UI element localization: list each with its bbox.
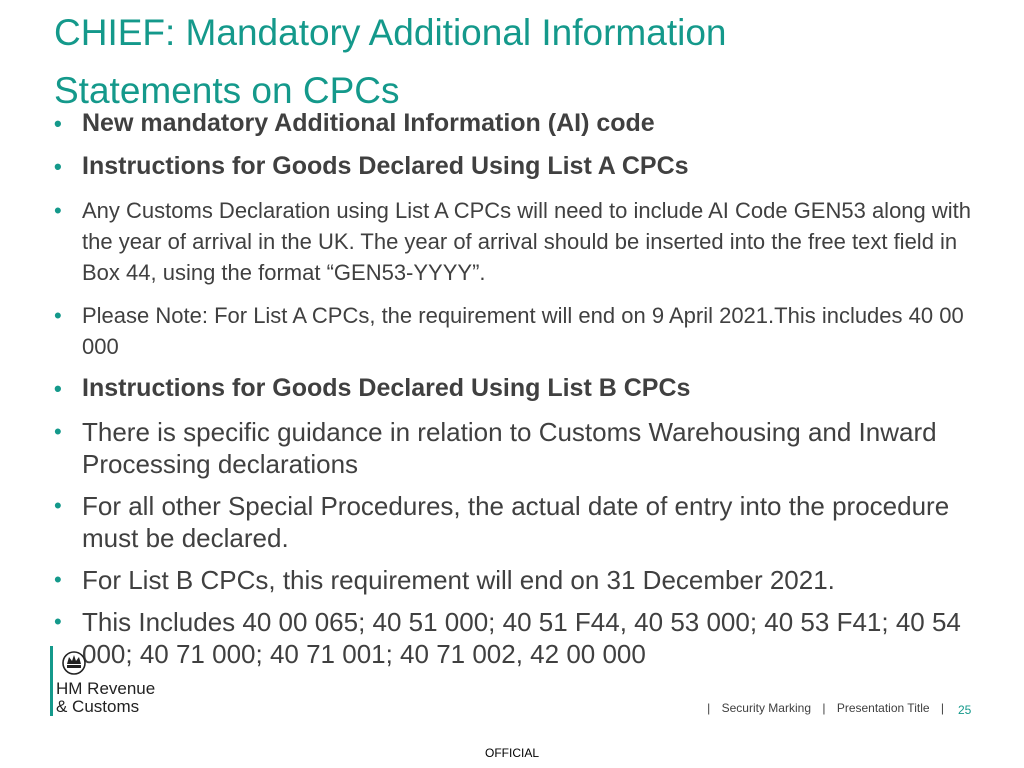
bullet-text: Instructions for Goods Declared Using List A CPCs [82,152,689,180]
bullet-text: There is specific guidance in relation to Customs Warehousing and Inward Processing declarations [82,417,937,479]
footer-meta [707,701,944,715]
logo-wordmark [56,680,155,716]
bullet-dot-icon: • [54,493,62,518]
slide-title [54,4,994,120]
bullet-dot-icon: • [54,419,62,444]
bullet-dot-icon: • [54,154,62,179]
bullet-text: Please Note: For List A CPCs, the requirement will end on 9 April 2021.This includes 40 00 000 [82,303,964,359]
presentation-title: Presentation Title [836,701,930,715]
royal-crest-icon [59,648,89,676]
classification-label: OFFICIAL [484,746,539,760]
bullet-dot-icon: • [54,376,62,401]
bullet-dot-icon: • [54,567,62,592]
bullet-item [54,373,984,404]
slide-title-line-2: Statements on CPCs [54,70,400,111]
logo-text-line-1: HM Revenue [56,679,156,698]
logo-accent-bar [50,646,53,716]
bullet-text: For all other Special Procedures, the actual date of entry into the procedure must be declared. [82,491,950,553]
footer-separator: | [940,701,944,715]
bullet-text: New mandatory Additional Information (AI) code [82,109,655,137]
bullet-text: Instructions for Goods Declared Using List B CPCs [82,374,691,402]
bullet-item [54,151,984,182]
bullet-item [54,416,984,480]
hmrc-logo [50,646,210,718]
bullet-dot-icon: • [54,609,62,634]
security-marking: Security Marking [721,701,811,715]
logo-text-line-2: & Customs [56,697,140,716]
bullet-text: For List B CPCs, this requirement will end on 31 December 2021. [82,565,835,595]
bullet-text: Any Customs Declaration using List A CPCs will need to include AI Code GEN53 along with the year of arrival in the UK. The year of arrival should be inserted into the free text field in Box 44, using the format “GEN53-YYYY”. [82,198,972,285]
slide-title-line-1: CHIEF: Mandatory Additional Information [54,12,727,53]
page-number: 25 [958,703,972,717]
bullet-dot-icon: • [54,303,62,328]
bullet-text: This Includes 40 00 065; 40 51 000; 40 51 F44, 40 53 000; 40 53 F41; 40 54 000; 40 71 000; 40 71 001; 40 71 002, 42 00 000 [82,607,961,669]
bullet-dot-icon: • [54,111,62,136]
bullet-dot-icon: • [54,198,62,223]
bullet-item [54,490,984,554]
bullet-item [54,108,984,139]
bullet-item [54,564,984,596]
bullet-item [54,300,984,362]
footer-separator: | [707,701,711,715]
bullet-item [54,195,984,288]
footer-separator: | [822,701,826,715]
